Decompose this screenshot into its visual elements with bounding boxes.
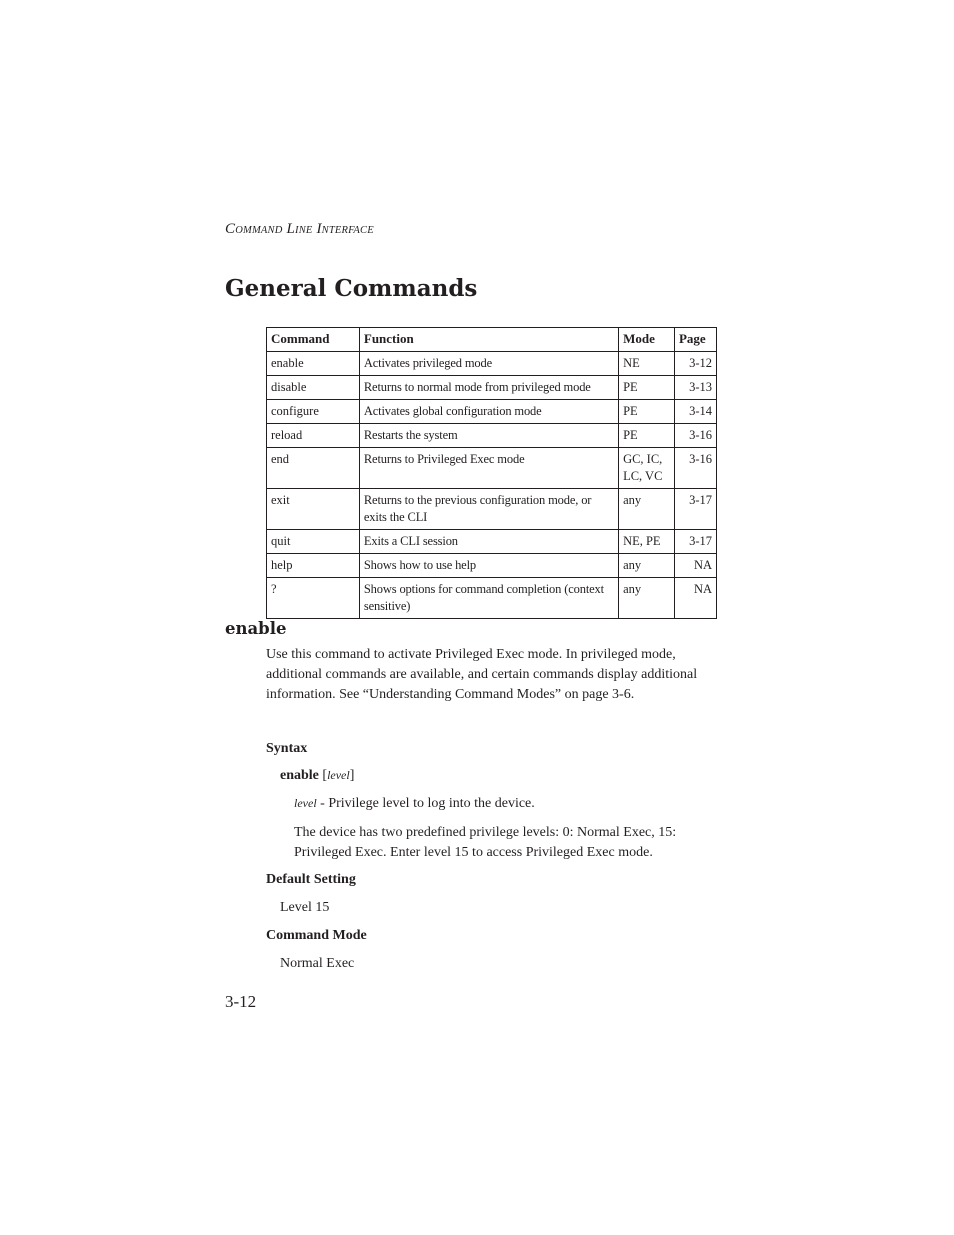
cell-command: reload — [267, 424, 360, 448]
table-header-row — [267, 328, 717, 352]
param-name: level — [294, 796, 317, 810]
cell-page: 3-17 — [674, 489, 716, 530]
column-header-page: Page — [674, 328, 716, 352]
table-row — [267, 376, 717, 400]
cell-function: Shows how to use help — [359, 554, 618, 578]
page-number: 3-12 — [225, 992, 257, 1011]
cell-page: NA — [674, 578, 716, 619]
running-head-cap: C — [225, 221, 236, 237]
cell-command: disable — [267, 376, 360, 400]
running-head-cap: L — [286, 221, 295, 237]
cell-command: quit — [267, 530, 360, 554]
syntax-label: Syntax — [266, 741, 308, 756]
cell-function: Shows options for command completion (context sensitive) — [359, 578, 618, 619]
cell-mode: any — [619, 578, 675, 619]
running-head-smallcaps: OMMAND — [235, 225, 283, 236]
enable-description: Use this command to activate Privileged Exec mode. In privileged mode, additional commands are available, and certain commands display additional information. See “Understanding Command Modes” on page 3-6. — [266, 647, 698, 702]
syntax-command: enable — [280, 768, 319, 783]
table-row — [267, 578, 717, 619]
table-row — [267, 489, 717, 530]
cell-mode: any — [619, 554, 675, 578]
cell-mode: NE — [619, 352, 675, 376]
default-setting-label: Default Setting — [266, 872, 356, 887]
cell-function: Returns to Privileged Exec mode — [359, 448, 618, 489]
cell-function: Exits a CLI session — [359, 530, 618, 554]
table-row — [267, 530, 717, 554]
cell-function: Activates global configuration mode — [359, 400, 618, 424]
cell-command: configure — [267, 400, 360, 424]
cell-command: exit — [267, 489, 360, 530]
cell-page: 3-16 — [674, 448, 716, 489]
table-row — [267, 554, 717, 578]
cell-page: NA — [674, 554, 716, 578]
cell-page: 3-14 — [674, 400, 716, 424]
running-head-smallcaps: INE — [295, 225, 313, 236]
cell-command: enable — [267, 352, 360, 376]
cell-mode: GC, IC, LC, VC — [619, 448, 675, 489]
command-mode-label: Command Mode — [266, 928, 367, 943]
cell-function: Returns to the previous configuration mode, or exits the CLI — [359, 489, 618, 530]
table-row — [267, 352, 717, 376]
cell-mode: PE — [619, 376, 675, 400]
cell-command: help — [267, 554, 360, 578]
syntax-line — [280, 768, 354, 784]
running-head-smallcaps: NTERFACE — [321, 225, 374, 236]
syntax-param: level — [327, 768, 350, 782]
command-mode-value: Normal Exec — [280, 956, 355, 971]
cell-command: ? — [267, 578, 360, 619]
cell-function: Restarts the system — [359, 424, 618, 448]
enable-heading: enable — [225, 619, 287, 638]
cell-mode: PE — [619, 424, 675, 448]
cell-command: end — [267, 448, 360, 489]
default-setting-value: Level 15 — [280, 900, 330, 915]
column-header-function: Function — [359, 328, 618, 352]
cell-function: Activates privileged mode — [359, 352, 618, 376]
column-header-mode: Mode — [619, 328, 675, 352]
table-row — [267, 400, 717, 424]
section-title: General Commands — [225, 275, 478, 302]
cell-function: Returns to normal mode from privileged mode — [359, 376, 618, 400]
cell-mode: NE, PE — [619, 530, 675, 554]
running-head — [225, 221, 374, 238]
cell-page: 3-12 — [674, 352, 716, 376]
cell-page: 3-13 — [674, 376, 716, 400]
syntax-close-bracket: ] — [349, 768, 355, 783]
column-header-command: Command — [267, 328, 360, 352]
privilege-note: The device has two predefined privilege levels: 0: Normal Exec, 15: Privileged Exec. Enter level 15 to access Privileged Exec mode. — [294, 825, 677, 860]
syntax-open-bracket: [ — [322, 768, 328, 783]
param-description — [294, 796, 535, 812]
running-head-cap: I — [316, 221, 322, 237]
table-row — [267, 448, 717, 489]
param-text: - Privilege level to log into the device. — [316, 796, 535, 811]
cell-page: 3-16 — [674, 424, 716, 448]
cell-page: 3-17 — [674, 530, 716, 554]
general-commands-table — [266, 327, 717, 619]
cell-mode: any — [619, 489, 675, 530]
cell-mode: PE — [619, 400, 675, 424]
table-row — [267, 424, 717, 448]
